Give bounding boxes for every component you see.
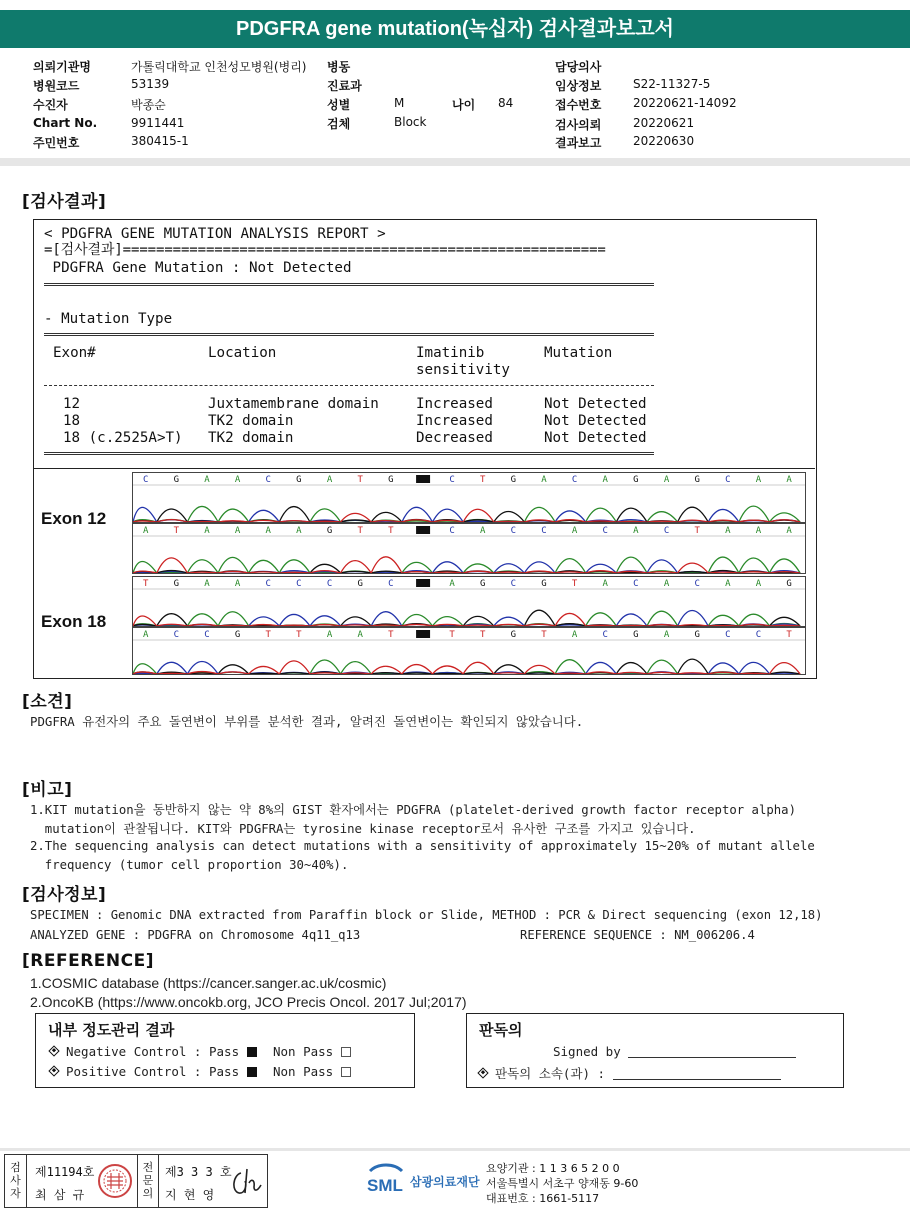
base-call-letter: C bbox=[602, 630, 608, 640]
base-call-letter: A bbox=[755, 526, 762, 536]
base-call-letter: A bbox=[663, 475, 670, 485]
row-mutation: Not Detected bbox=[544, 413, 647, 429]
base-call-letter: C bbox=[755, 630, 762, 640]
base-call-letter: G bbox=[510, 630, 517, 640]
row-location: TK2 domain bbox=[208, 430, 294, 446]
base-call-letter: A bbox=[143, 630, 149, 640]
tester-label-cell bbox=[5, 1155, 27, 1207]
base-call-letter: C bbox=[265, 475, 271, 485]
base-call-letter: G bbox=[510, 475, 517, 485]
trace-channel bbox=[133, 611, 800, 626]
qc-positive-row bbox=[50, 1064, 257, 1079]
section-remarks-title: [비고] bbox=[22, 780, 73, 800]
base-call-letter: C bbox=[449, 475, 455, 485]
base-call-letter: A bbox=[326, 630, 333, 640]
label-report-date: 결과보고 bbox=[555, 136, 602, 150]
base-call-letter: C bbox=[571, 475, 578, 485]
exon-12-label: Exon 12 bbox=[41, 509, 107, 528]
base-call-letter: A bbox=[786, 526, 792, 536]
chromatogram-exon18-forward bbox=[132, 576, 806, 627]
checked-box-icon bbox=[247, 1047, 257, 1057]
doctor-license: 제3 3 3 호 bbox=[165, 1165, 232, 1179]
base-call-letter: A bbox=[571, 630, 578, 640]
base-call-letter: G bbox=[357, 579, 363, 589]
section-test-info-title: [검사정보] bbox=[22, 885, 107, 905]
base-call-letter: A bbox=[234, 579, 241, 589]
org-info bbox=[486, 1161, 638, 1206]
report-title: PDGFRA gene mutation(녹십자) 검사결과보고서 bbox=[0, 10, 910, 48]
row-sensitivity: Decreased bbox=[416, 430, 493, 446]
base-call-letter: C bbox=[204, 630, 210, 640]
test-info-gene: ANALYZED GENE : PDGFRA on Chromosome 4q11_q13 bbox=[30, 928, 361, 942]
doctor-label bbox=[138, 1161, 158, 1200]
org-name: 삼광의료재단 bbox=[410, 1175, 480, 1189]
chromatogram-exon12-reverse bbox=[132, 523, 806, 574]
col-mutation: Mutation bbox=[544, 345, 613, 361]
row-exon: 18 (c.2525A>T) bbox=[63, 430, 183, 446]
value-resident-no: 380415-1 bbox=[131, 134, 189, 148]
signature-line bbox=[628, 1046, 796, 1058]
base-call-letter: T bbox=[388, 630, 394, 640]
doctor-label-text: 전문의 bbox=[142, 1161, 154, 1200]
affiliation-label: 판독의 소속(과) : bbox=[495, 1066, 606, 1081]
footer-separator bbox=[0, 1148, 910, 1151]
value-report-date: 20220630 bbox=[633, 134, 695, 148]
opinion-text: PDGFRA 유전자의 주요 돌연변이 부위를 분석한 결과, 알려진 돌연변이는 확인되지 않았습니다. bbox=[30, 714, 584, 729]
chromatogram-exon12-forward bbox=[132, 472, 806, 523]
position-marker bbox=[416, 630, 430, 638]
base-call-letter: G bbox=[633, 630, 639, 640]
row-sensitivity: Increased bbox=[416, 413, 493, 429]
col-sensitivity-1: Imatinib bbox=[416, 345, 485, 361]
remark-line: mutation이 관찰됩니다. KIT와 PDGFRA는 tyrosine kinase receptor로서 유사한 구조를 가지고 있습니다. bbox=[30, 822, 696, 836]
col-exon: Exon# bbox=[53, 345, 96, 361]
base-call-letter: A bbox=[357, 630, 363, 640]
base-call-letter: G bbox=[388, 475, 394, 485]
base-call-letter: G bbox=[480, 579, 486, 589]
base-call-letter: C bbox=[725, 630, 731, 640]
affiliation-line bbox=[613, 1068, 781, 1080]
label-institution: 의뢰기관명 bbox=[33, 60, 91, 74]
value-specimen: Block bbox=[394, 115, 427, 129]
signed-by-label: Signed by bbox=[553, 1044, 621, 1059]
base-call-letter: G bbox=[633, 475, 639, 485]
mutation-type-title: - Mutation Type bbox=[44, 311, 173, 327]
label-receipt-no: 접수번호 bbox=[555, 98, 602, 112]
base-call-letter: A bbox=[755, 475, 762, 485]
row-sensitivity: Increased bbox=[416, 396, 493, 412]
row-exon: 18 bbox=[63, 413, 81, 429]
base-call-letter: T bbox=[694, 526, 700, 536]
qc-negative-nonpass bbox=[273, 1044, 351, 1059]
divider bbox=[44, 452, 654, 455]
report-heading: < PDGFRA GENE MUTATION ANALYSIS REPORT > bbox=[44, 226, 386, 242]
value-receipt-no: 20220621-14092 bbox=[633, 96, 737, 110]
report-result-header: =[검사결과]========================================================== bbox=[44, 242, 606, 258]
remark-line: 1.KIT mutation을 동반하지 않는 약 8%의 GIST 환자에서는 PDGFRA (platelet-derived growth factor receptor alpha) bbox=[30, 803, 796, 817]
doctor-name: 지 현 영 bbox=[165, 1188, 215, 1202]
value-request-date: 20220621 bbox=[633, 116, 695, 130]
tester-label bbox=[5, 1161, 26, 1200]
row-mutation: Not Detected bbox=[544, 430, 647, 446]
base-call-letter: T bbox=[541, 630, 547, 640]
reader-affiliation-row bbox=[479, 1064, 781, 1082]
handwritten-signature-icon bbox=[227, 1165, 267, 1199]
doctor-label-cell bbox=[137, 1155, 159, 1207]
base-call-letter: A bbox=[725, 579, 731, 589]
base-call-letter: C bbox=[449, 526, 455, 536]
diamond-bullet-icon bbox=[48, 1065, 59, 1076]
value-clinical-info: S22-11327-5 bbox=[633, 77, 711, 91]
qc-positive-nonpass bbox=[273, 1064, 351, 1079]
base-call-letter: G bbox=[541, 579, 547, 589]
base-call-letter: T bbox=[173, 526, 180, 536]
label-ward: 병동 bbox=[327, 60, 351, 74]
trace-channel bbox=[133, 610, 800, 626]
base-call-letter: C bbox=[663, 526, 670, 536]
value-chart-no: 9911441 bbox=[131, 116, 185, 130]
remark-line: 2.The sequencing analysis can detect mutations with a sensitivity of approximately 15~20% of mutant allele bbox=[30, 839, 815, 853]
base-call-letter: T bbox=[786, 630, 792, 640]
col-sensitivity-2: sensitivity bbox=[416, 362, 510, 378]
base-call-letter: G bbox=[173, 579, 180, 589]
value-age: 84 bbox=[498, 96, 514, 110]
base-call-letter: T bbox=[480, 630, 486, 640]
trace-channel bbox=[133, 506, 800, 522]
tester-name: 최 삼 규 bbox=[35, 1188, 85, 1202]
base-call-letter: G bbox=[173, 475, 180, 485]
base-call-letter: G bbox=[694, 630, 700, 640]
label-age: 나이 bbox=[452, 98, 476, 112]
reader-signed-row bbox=[553, 1044, 796, 1059]
base-call-letter: C bbox=[725, 475, 731, 485]
base-call-letter: T bbox=[296, 630, 302, 640]
base-call-letter: G bbox=[326, 526, 333, 536]
col-location: Location bbox=[208, 345, 277, 361]
chromatogram-trace bbox=[133, 473, 806, 523]
trace-channel bbox=[133, 611, 800, 627]
divider bbox=[44, 333, 654, 336]
org-phone: 대표번호 : 1661-5117 bbox=[486, 1192, 600, 1205]
reference-item: 1.COSMIC database (https://cancer.sanger.ac.uk/cosmic) bbox=[30, 975, 387, 991]
checked-box-icon bbox=[247, 1067, 257, 1077]
value-institution: 가톨릭대학교 인천성모병원(병리) bbox=[131, 60, 307, 74]
reader-box bbox=[466, 1013, 844, 1088]
analysis-report-box bbox=[33, 219, 817, 679]
base-call-letter: A bbox=[755, 579, 762, 589]
value-sex: M bbox=[394, 96, 405, 110]
base-call-letter: C bbox=[602, 526, 608, 536]
row-location: TK2 domain bbox=[208, 413, 294, 429]
position-marker bbox=[416, 579, 430, 587]
seal-stamp-icon bbox=[97, 1163, 133, 1199]
label-physician: 담당의사 bbox=[555, 60, 602, 74]
value-hospital-code: 53139 bbox=[131, 77, 170, 91]
exon-18-label: Exon 18 bbox=[41, 612, 107, 631]
qc-nonpass-label: Non Pass bbox=[273, 1064, 334, 1079]
qc-negative-row bbox=[50, 1044, 257, 1059]
base-call-letter: A bbox=[204, 526, 210, 536]
sml-logo-icon bbox=[364, 1161, 408, 1197]
chromatogram-trace bbox=[133, 524, 806, 574]
org-address: 서울특별시 서초구 양재동 9-60 bbox=[486, 1177, 639, 1190]
org-code: 요양기관 : 1 1 3 6 5 2 0 0 bbox=[486, 1162, 620, 1175]
base-call-letter: C bbox=[388, 579, 394, 589]
base-call-letter: T bbox=[388, 526, 394, 536]
base-call-letter: A bbox=[633, 526, 639, 536]
label-hospital-code: 병원코드 bbox=[33, 79, 80, 93]
base-call-letter: A bbox=[663, 579, 670, 589]
divider bbox=[44, 385, 654, 386]
base-call-letter: A bbox=[449, 579, 455, 589]
logo-text: SML bbox=[367, 1176, 403, 1195]
unchecked-box-icon bbox=[341, 1047, 351, 1057]
row-mutation: Not Detected bbox=[544, 396, 647, 412]
chromatogram-area bbox=[34, 468, 815, 678]
base-call-letter: A bbox=[725, 526, 731, 536]
base-call-letter: C bbox=[173, 630, 180, 640]
base-call-letter: A bbox=[541, 475, 547, 485]
base-call-letter: C bbox=[633, 579, 639, 589]
base-call-letter: C bbox=[541, 526, 547, 536]
chromatogram-trace bbox=[133, 577, 806, 627]
base-call-letter: C bbox=[510, 526, 517, 536]
base-call-letter: C bbox=[265, 579, 271, 589]
position-marker bbox=[416, 526, 430, 534]
qc-positive-label: Positive Control : Pass bbox=[66, 1064, 240, 1079]
base-call-letter: T bbox=[480, 475, 486, 485]
diamond-bullet-icon bbox=[477, 1067, 488, 1078]
label-clinical-info: 임상정보 bbox=[555, 79, 602, 93]
label-request-date: 검사의뢰 bbox=[555, 118, 602, 132]
base-call-letter: C bbox=[143, 475, 149, 485]
chromatogram-trace bbox=[133, 628, 806, 675]
base-call-letter: T bbox=[143, 579, 149, 589]
label-resident-no: 주민번호 bbox=[33, 136, 80, 150]
base-call-letter: T bbox=[449, 630, 455, 640]
label-sex: 성별 bbox=[327, 98, 351, 112]
base-call-letter: T bbox=[265, 630, 271, 640]
base-call-letter: A bbox=[602, 579, 608, 589]
base-call-letter: G bbox=[694, 475, 700, 485]
qc-title: 내부 정도관리 결과 bbox=[48, 1021, 175, 1039]
base-call-letter: A bbox=[296, 526, 302, 536]
base-call-letter: A bbox=[480, 526, 486, 536]
base-call-letter: A bbox=[204, 579, 210, 589]
position-marker bbox=[416, 475, 430, 483]
base-call-letter: T bbox=[357, 475, 363, 485]
base-call-letter: C bbox=[296, 579, 302, 589]
test-info-specimen: SPECIMEN : Genomic DNA extracted from Paraffin block or Slide, METHOD : PCR & Direct sequencing (exon 12,18) bbox=[30, 908, 823, 922]
label-department: 진료과 bbox=[327, 79, 362, 93]
divider bbox=[44, 283, 654, 286]
internal-qc-box bbox=[35, 1013, 415, 1088]
qc-negative-label: Negative Control : Pass bbox=[66, 1044, 240, 1059]
base-call-letter: A bbox=[234, 526, 241, 536]
reference-item: 2.OncoKB (https://www.oncokb.org, JCO Precis Oncol. 2017 Jul;2017) bbox=[30, 994, 467, 1010]
base-call-letter: A bbox=[786, 475, 792, 485]
base-call-letter: C bbox=[694, 579, 700, 589]
base-call-letter: A bbox=[265, 526, 271, 536]
unchecked-box-icon bbox=[341, 1067, 351, 1077]
base-call-letter: C bbox=[326, 579, 333, 589]
base-call-letter: G bbox=[234, 630, 241, 640]
base-call-letter: C bbox=[510, 579, 517, 589]
remark-line: frequency (tumor cell proportion 30~40%). bbox=[30, 858, 349, 872]
base-call-letter: G bbox=[296, 475, 302, 485]
base-call-letter: T bbox=[357, 526, 363, 536]
base-call-letter: A bbox=[663, 630, 670, 640]
tester-license: 제11194호 bbox=[35, 1165, 95, 1179]
label-specimen: 검체 bbox=[327, 117, 351, 131]
base-call-letter: A bbox=[571, 526, 578, 536]
section-result-title: [검사결과] bbox=[22, 192, 107, 212]
section-reference-title: [REFERENCE] bbox=[22, 951, 154, 971]
base-call-letter: G bbox=[786, 579, 792, 589]
label-patient: 수진자 bbox=[33, 98, 68, 112]
base-call-letter: A bbox=[602, 475, 608, 485]
qc-nonpass-label: Non Pass bbox=[273, 1044, 334, 1059]
tester-label-text: 검사자 bbox=[10, 1161, 21, 1200]
base-call-letter: A bbox=[234, 475, 241, 485]
label-chart-no: Chart No. bbox=[33, 116, 98, 130]
report-result-line: PDGFRA Gene Mutation : Not Detected bbox=[44, 260, 352, 276]
section-opinion-title: [소견] bbox=[22, 692, 73, 712]
header-separator bbox=[0, 158, 910, 166]
value-patient: 박종순 bbox=[131, 98, 166, 112]
signature-box bbox=[4, 1154, 268, 1208]
reader-title: 판독의 bbox=[479, 1021, 523, 1039]
diamond-bullet-icon bbox=[48, 1045, 59, 1056]
base-call-letter: A bbox=[204, 475, 210, 485]
chromatogram-exon18-reverse bbox=[132, 627, 806, 675]
row-location: Juxtamembrane domain bbox=[208, 396, 379, 412]
test-info-ref-seq: REFERENCE SEQUENCE : NM_006206.4 bbox=[520, 928, 755, 942]
row-exon: 12 bbox=[63, 396, 81, 412]
base-call-letter: A bbox=[143, 526, 149, 536]
base-call-letter: T bbox=[571, 579, 578, 589]
base-call-letter: A bbox=[326, 475, 333, 485]
